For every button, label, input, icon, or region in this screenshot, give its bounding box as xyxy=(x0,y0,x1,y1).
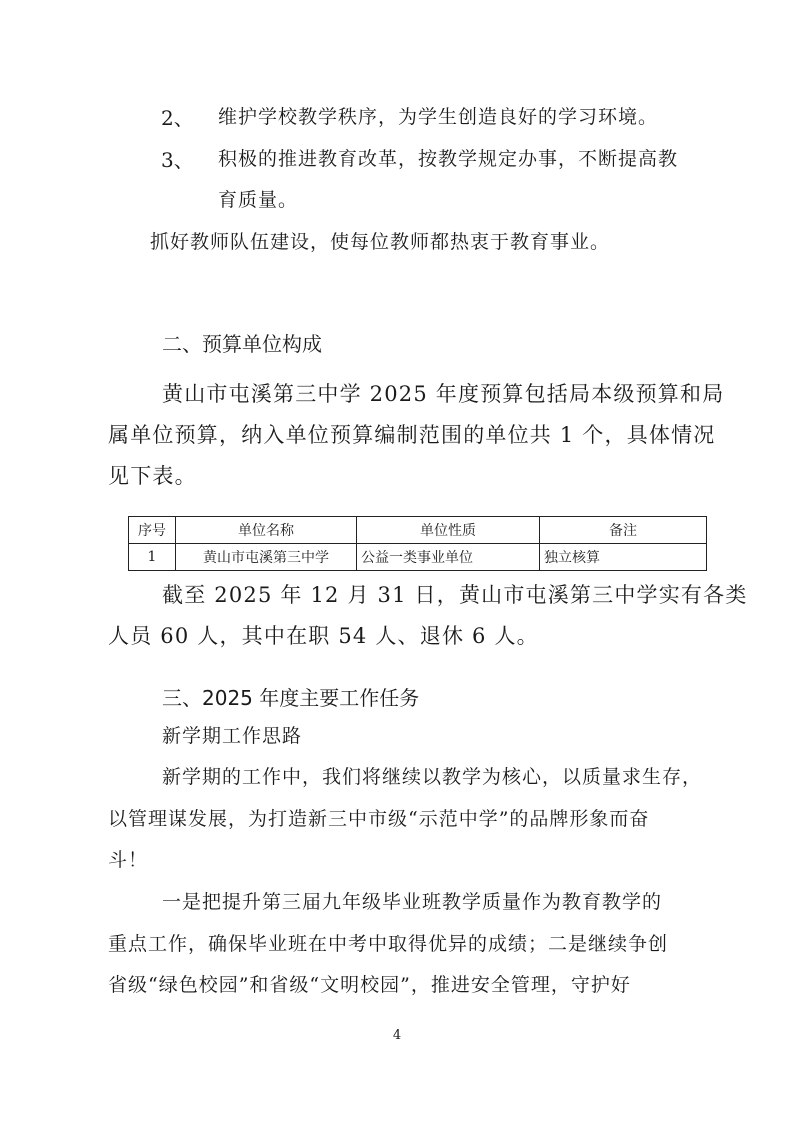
section-3-p2-line1: 一是把提升第三届九年级毕业班教学质量作为教育教学的 xyxy=(162,891,663,913)
section-3-p2-line3: 省级“绿色校园”和省级“文明校园”，推进安全管理，守护好 xyxy=(108,974,631,996)
section-3-subheading: 新学期工作思路 xyxy=(162,725,303,747)
header-remarks: 备注 xyxy=(540,517,707,544)
cell-unit-name: 黄山市屯溪第三中学 xyxy=(176,544,357,571)
staff-line1: 截至 2025 年 12 月 31 日，黄山市屯溪第三中学实有各类 xyxy=(162,583,748,607)
list-item-3-text-line1: 积极的推进教育改革，按教学规定办事，不断提高教 xyxy=(218,148,679,170)
list-item-3-number: 3、 xyxy=(161,148,194,172)
header-index: 序号 xyxy=(129,517,176,544)
section-2-paragraph-line1: 黄山市屯溪第三中学 2025 年度预算包括局本级预算和局 xyxy=(162,382,725,406)
page-number: 4 xyxy=(392,1028,402,1043)
section-3-heading: 三、2025 年度主要工作任务 xyxy=(162,686,420,710)
section-3-p1-line2: 以管理谋发展，为打造新三中市级“示范中学”的品牌形象而奋 xyxy=(108,808,650,830)
list-item-2-number: 2、 xyxy=(161,106,194,130)
teacher-team-line: 抓好教师队伍建设，使每位教师都热衷于教育事业。 xyxy=(150,231,611,253)
cell-remarks: 独立核算 xyxy=(540,544,707,571)
budget-units-table xyxy=(128,516,707,571)
section-3-p2-line2: 重点工作，确保毕业班在中考中取得优异的成绩；二是继续争创 xyxy=(108,933,669,955)
cell-unit-nature: 公益一类事业单位 xyxy=(357,544,540,571)
cell-index: 1 xyxy=(129,544,176,571)
header-unit-nature: 单位性质 xyxy=(357,517,540,544)
section-2-paragraph-line3: 见下表。 xyxy=(108,464,197,488)
section-3-p1-line1: 新学期的工作中，我们将继续以教学为核心，以质量求生存， xyxy=(162,766,703,788)
table-row xyxy=(129,544,707,571)
header-unit-name: 单位名称 xyxy=(176,517,357,544)
list-item-3-text-line2: 育质量。 xyxy=(218,189,299,211)
staff-line2: 人员 60 人，其中在职 54 人、退休 6 人。 xyxy=(108,624,539,648)
section-2-paragraph-line2: 属单位预算，纳入单位预算编制范围的单位共 1 个，具体情况 xyxy=(108,423,716,447)
table-header-row xyxy=(129,517,707,544)
section-3-p1-line3: 斗！ xyxy=(108,849,149,871)
section-2-heading: 二、预算单位构成 xyxy=(162,332,322,356)
list-item-2-text: 维护学校教学秩序，为学生创造良好的学习环境。 xyxy=(218,106,659,128)
